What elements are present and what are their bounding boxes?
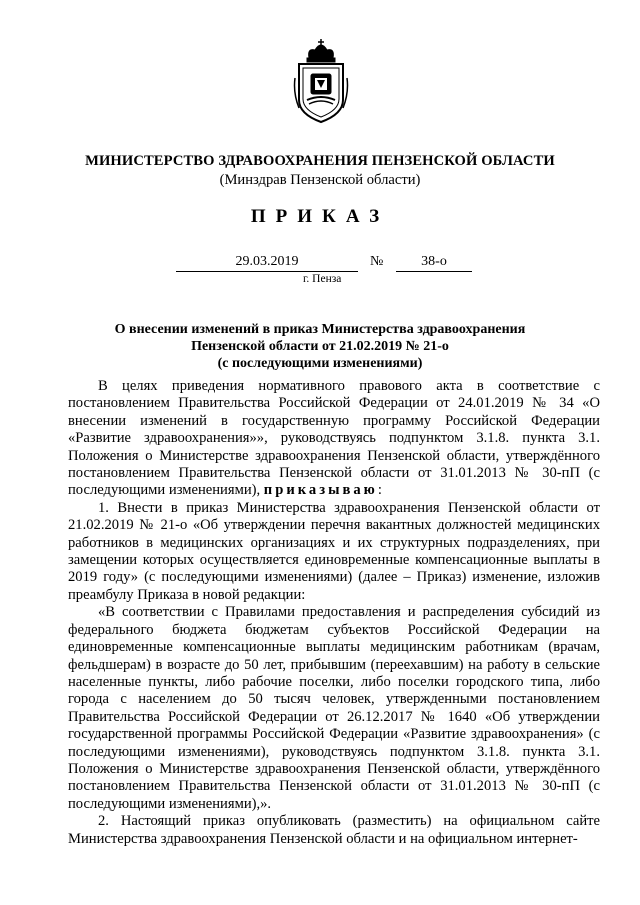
number-sign: № bbox=[370, 254, 384, 269]
order-city: г. Пенза bbox=[303, 273, 342, 285]
order-verb: приказываю bbox=[263, 482, 378, 499]
document-type-title: ПРИКАЗ bbox=[250, 206, 390, 227]
ministry-short-name: (Минздрав Пензенской области) bbox=[219, 172, 421, 188]
order-subject bbox=[0, 321, 640, 372]
preamble-text: В целях приведения нормативного правового акта в соответствие с постановлением Правительства Российской Федерации от 24.01.2019 № 34 «О внесении изменений в государственную программу Российской Федерации «Развитие здравоохранения»», руководствуясь подпунктом 3.1.8. пункта 3.1. Положения о Министерстве здравоохранения Пензенской области, утверждённого постановлением Правительства Пензенской области от 31.01.2013 № 30-пП (с последующими изменениями), bbox=[68, 378, 600, 499]
subject-line-3: (с последующими изменениями) bbox=[217, 356, 423, 371]
subject-line-2: Пензенской области от 21.02.2019 № 21-о bbox=[191, 339, 449, 354]
paragraph-preamble bbox=[68, 378, 600, 500]
preamble-colon: : bbox=[377, 482, 382, 499]
coat-of-arms-emblem bbox=[293, 38, 349, 124]
paragraph-new-preamble: «В соответствии с Правилами предоставления и распределения субсидий из федерального бюджета бюджетам субъектов Российской Федерации на единовременные компенсационные выплаты медицинским работникам (врачам, фельдшерам) в возрасте до 50 лет, прибывшим (переехавшим) на работу в сельские населенные пункты, либо рабочие поселки, либо поселки городского типа, либо города с населением до 50 тысяч человек, утвержденными постановлением Правительства Российской Федерации от 26.12.2017 № 1640 «Об утверждении государственной программы Российской Федерации «Развитие здравоохранения» (с последующими изменениями), руководствуясь подпунктом 3.1.8. пункта 3.1. Положения о Министерстве здравоохранения Пензенской области, утверждённого постановлением Правительства Пензенской области от 31.01.2013 № 30-пП (с последующими изменениями),». bbox=[68, 604, 600, 812]
paragraph-item-1: 1. Внести в приказ Министерства здравоохранения Пензенской области от 21.02.2019 № 21-о «Об утверждении перечня вакантных должностей медицинских работников в медицинских организациях и их структурных подразделениях, при замещении которых осуществляется единовременные компенсационные выплаты в 2019 году» (с последующими изменениями) (далее – Приказ) изменение, изложив преамбулу Приказа в новой редакции: bbox=[68, 499, 600, 603]
order-body bbox=[68, 378, 600, 848]
order-date: 29.03.2019 bbox=[176, 255, 358, 272]
ministry-name: МИНИСТЕРСТВО ЗДРАВООХРАНЕНИЯ ПЕНЗЕНСКОЙ ОБЛАСТИ bbox=[85, 153, 555, 169]
paragraph-item-2: 2. Настоящий приказ опубликовать (разместить) на официальном сайте Министерства здравоохранения Пензенской области и на официальном интернет- bbox=[68, 813, 600, 847]
order-number: 38-о bbox=[396, 255, 472, 272]
subject-line-1: О внесении изменений в приказ Министерства здравоохранения bbox=[114, 322, 526, 337]
